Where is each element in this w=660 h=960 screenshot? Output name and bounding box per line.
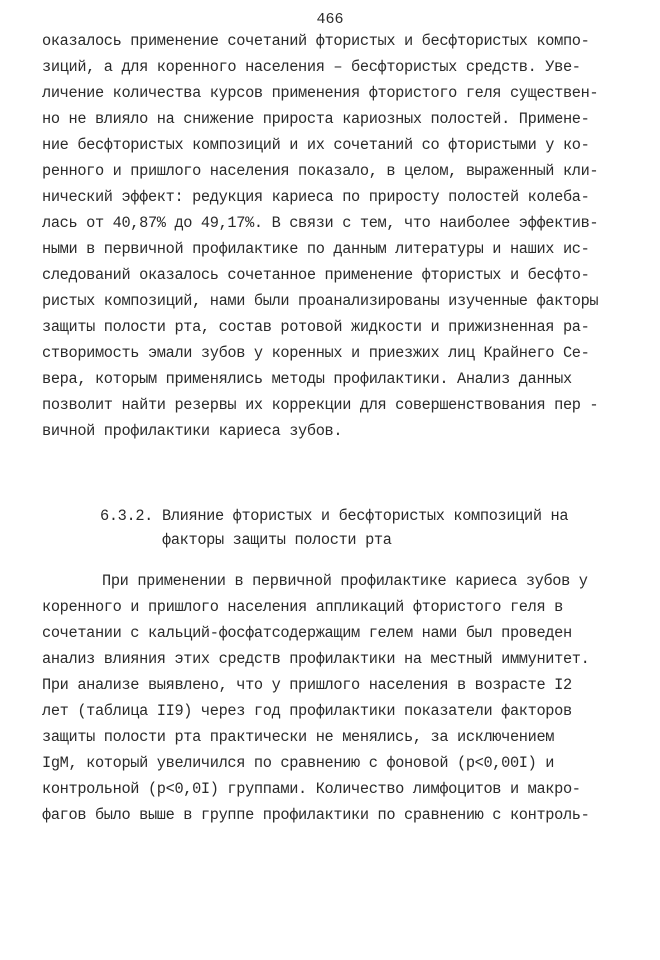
text-line: створимость эмали зубов у коренных и приезжих лиц Крайнего Се-: [42, 344, 590, 362]
text-line: позволит найти резервы их коррекции для совершенствования пер -: [42, 396, 599, 414]
text-line: лет (таблица II9) через год профилактики показатели факторов: [42, 702, 572, 720]
text-line: оказалось применение сочетаний фтористых и бесфтористых компо-: [42, 32, 590, 50]
text-line: зиций, а для коренного населения – бесфтористых средств. Уве-: [42, 58, 581, 76]
text-line: фагов было выше в группе профилактики по сравнению с контроль-: [42, 806, 590, 824]
text-line: защиты полости рта практически не менялись, за исключением: [42, 728, 555, 746]
text-line: IgM, который увеличился по сравнению с фоновой (р<0,00I) и: [42, 754, 555, 772]
text-line: ными в первичной профилактике по данным литературы и наших ис-: [42, 240, 590, 258]
text-line: сочетании с кальций-фосфатсодержащим гелем нами был проведен: [42, 624, 572, 642]
text-line: анализ влияния этих средств профилактики на местный иммунитет.: [42, 650, 590, 668]
text-line: вера, которым применялись методы профилактики. Анализ данных: [42, 370, 572, 388]
text-line: ристых композиций, нами были проанализированы изученные факторы: [42, 292, 599, 310]
text-line: контрольной (р<0,0I) группами. Количество лимфоцитов и макро-: [42, 780, 581, 798]
text-line: вичной профилактики кариеса зубов.: [42, 422, 343, 440]
section-title-line: факторы защиты полости рта: [162, 531, 392, 549]
text-line: нический эффект: редукция кариеса по приросту полостей колеба-: [42, 188, 590, 206]
section-title-line: Влияние фтористых и бесфтористых композиций на: [162, 507, 569, 525]
text-line: коренного и пришлого населения аппликаций фтористого геля в: [42, 598, 563, 616]
text-line: ренного и пришлого населения показало, в целом, выраженный кли-: [42, 162, 599, 180]
text-line: При применении в первичной профилактике кариеса зубов у: [102, 572, 588, 590]
text-line: но не влияло на снижение прироста кариозных полостей. Примене-: [42, 110, 590, 128]
text-line: ние бесфтористых композиций и их сочетаний со фтористыми у ко-: [42, 136, 590, 154]
page-number: 466: [316, 11, 344, 28]
text-line: При анализе выявлено, что у пришлого населения в возрасте I2: [42, 676, 572, 694]
text-line: защиты полости рта, состав ротовой жидкости и прижизненная ра-: [42, 318, 590, 336]
section-number: 6.3.2.: [100, 507, 153, 525]
text-line: лась от 40,87% до 49,17%. В связи с тем, что наиболее эффектив-: [42, 214, 599, 232]
text-line: личение количества курсов применения фтористого геля существен-: [42, 84, 599, 102]
text-line: следований оказалось сочетанное применение фтористых и бесфто-: [42, 266, 590, 284]
